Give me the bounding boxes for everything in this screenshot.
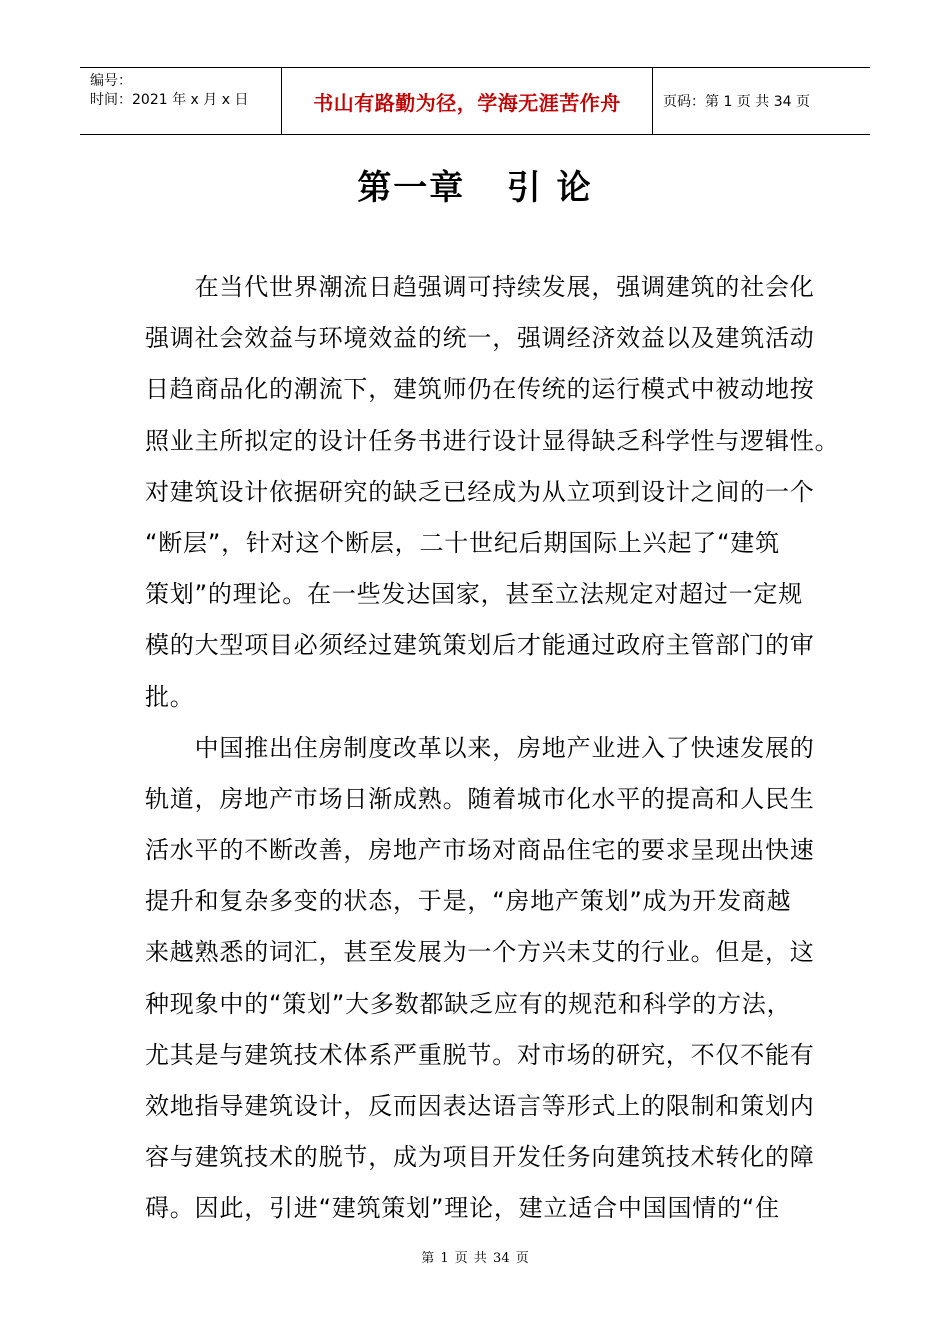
- header-meta-cell: [80, 68, 282, 134]
- body-line: 模的大型项目必须经过建筑策划后才能通过政府主管部门的审: [145, 631, 815, 660]
- body-line: 日趋商品化的潮流下，建筑师仍在传统的运行模式中被动地按: [145, 375, 815, 404]
- document-code-label: 编号：: [90, 73, 132, 89]
- body-line: 种现象中的“策划”大多数都缺乏应有的规范和科学的方法，: [145, 989, 792, 1018]
- body-line: 容与建筑技术的脱节，成为项目开发任务向建筑技术转化的障: [145, 1143, 815, 1172]
- header-motto: 书山有路勤为径，学海无涯苦作舟: [282, 68, 653, 134]
- body-line: 尤其是与建筑技术体系严重脱节。对市场的研究，不仅不能有: [145, 1040, 815, 1069]
- body-line: 批。: [145, 682, 195, 711]
- body-line: 碍。因此，引进“建筑策划”理论，建立适合中国国情的“住: [145, 1194, 780, 1223]
- body-line: 策划”的理论。在一些发达国家，甚至立法规定对超过一定规: [145, 580, 804, 609]
- body-line: 在当代世界潮流日趋强调可持续发展，强调建筑的社会化: [145, 273, 815, 301]
- body-line: 对建筑设计依据研究的缺乏已经成为从立项到设计之间的一个: [145, 477, 815, 506]
- body-line: 轨道，房地产市场日渐成熟。随着城市化水平的提高和人民生: [145, 784, 815, 813]
- body-line: “断层”，针对这个断层，二十世纪后期国际上兴起了“建筑: [145, 528, 780, 557]
- chapter-title: 第一章 引 论: [357, 168, 593, 208]
- body-line: 提升和复杂多变的状态，于是，“房地产策划”成为开发商越: [145, 887, 792, 916]
- document-date-label: 时间：2021 年 x 月 x 日: [90, 92, 249, 108]
- body-line: 效地指导建筑设计，反而因表达语言等形式上的限制和策划内: [145, 1092, 815, 1120]
- body-line: 强调社会效益与环境效益的统一，强调经济效益以及建筑活动: [145, 324, 815, 353]
- body-line: 来越熟悉的词汇，甚至发展为一个方兴未艾的行业。但是，这: [145, 938, 815, 967]
- body-text: [145, 262, 840, 1235]
- page-footer: 第 1 页 共 34 页: [421, 1251, 529, 1266]
- body-line: 中国推出住房制度改革以来，房地产业进入了快速发展的: [145, 733, 815, 762]
- header-page-info: 页码：第 1 页 共 34 页: [663, 94, 810, 110]
- body-line: 活水平的不断改善，房地产市场对商品住宅的要求呈现出快速: [145, 836, 815, 865]
- page-header-table: [80, 67, 870, 135]
- body-line: 照业主所拟定的设计任务书进行设计显得缺乏科学性与逻辑性。: [145, 426, 840, 455]
